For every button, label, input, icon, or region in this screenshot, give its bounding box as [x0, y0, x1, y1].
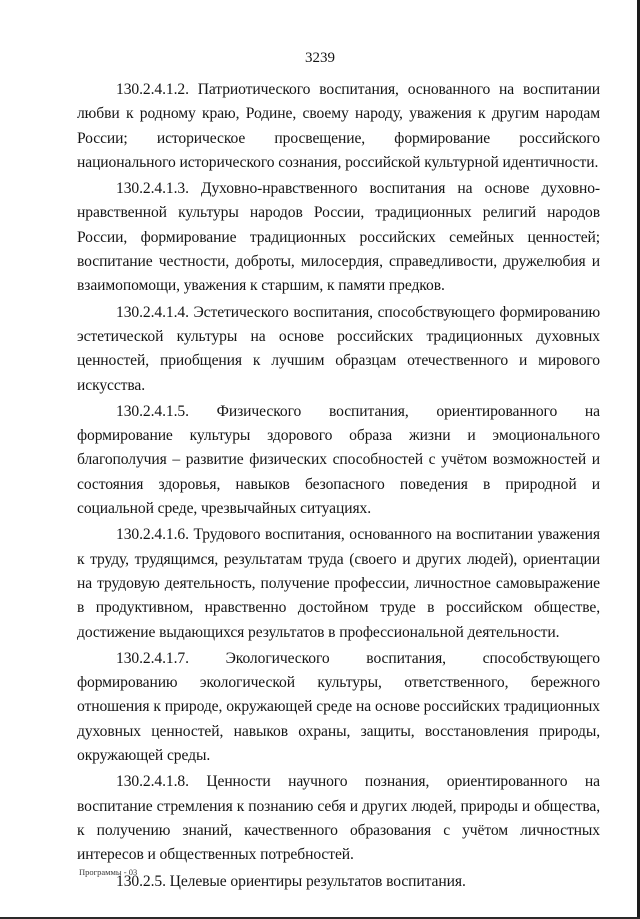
paragraph-130-2-5: 130.2.5. Целевые ориентиры результатов воспитания.: [116, 872, 466, 890]
page-number: 3239: [305, 50, 335, 66]
paragraph-130-2-4-1-8: 130.2.4.1.8. Ценности научного познания, ориентированного на воспитание стремления к познанию себя и других людей, природы и общества, к получению знаний, качественного образования с учётом личностных интересов и общественных потребностей.: [77, 773, 600, 864]
document-body: [77, 78, 600, 896]
paragraph-130-2-4-1-7: 130.2.4.1.7. Экологического воспитания, способствующего формированию экологической культуры, ответственного, бережного отношения к природе, окружающей среде на основе российских традиционных духовных ценностей, навыков охраны, защиты, восстановления природы, окружающей среды.: [77, 649, 600, 765]
paragraph-130-2-4-1-2: 130.2.4.1.2. Патриотического воспитания, основанного на воспитании любви к родному краю, Родине, своему народу, уважения к другим народам России; историческое просвещение, формирование российского национального исторического сознания, российской культурной идентичности.: [77, 81, 600, 171]
paragraph-130-2-4-1-5: 130.2.4.1.5. Физического воспитания, ориентированного на формирование культуры здорового образа жизни и эмоционального благополучия – развитие физических способностей с учётом возможностей и состояния здоровья, навыков безопасного поведения в природной и социальной среде, чрезвычайных ситуациях.: [77, 402, 600, 518]
paragraph-130-2-4-1-4: 130.2.4.1.4. Эстетического воспитания, способствующего формированию эстетической культуры на основе российских традиционных духовных ценностей, приобщения к лучшим образцам отечественного и мирового искусства.: [77, 303, 600, 394]
paragraph-130-2-4-1-3: 130.2.4.1.3. Духовно-нравственного воспитания на основе духовно-нравственной культуры народов России, традиционных религий народов России, формирование традиционных российских семейных ценностей; воспитание честности, доброты, милосердия, справедливости, дружелюбия и взаимопомощи, уважения к старшим, к памяти предков.: [77, 180, 600, 295]
paragraph-130-2-4-1-6: 130.2.4.1.6. Трудового воспитания, основанного на воспитании уважения к труду, трудящимся, результатам труда (своего и других людей), ориентации на трудовую деятельность, получение профессии, личностное самовыражение в продуктивном, нравственно достойном труде в российском обществе, достижение выдающихся результатов в профессиональной деятельности.: [77, 526, 600, 641]
footer-label: Программы - 03: [79, 867, 138, 877]
